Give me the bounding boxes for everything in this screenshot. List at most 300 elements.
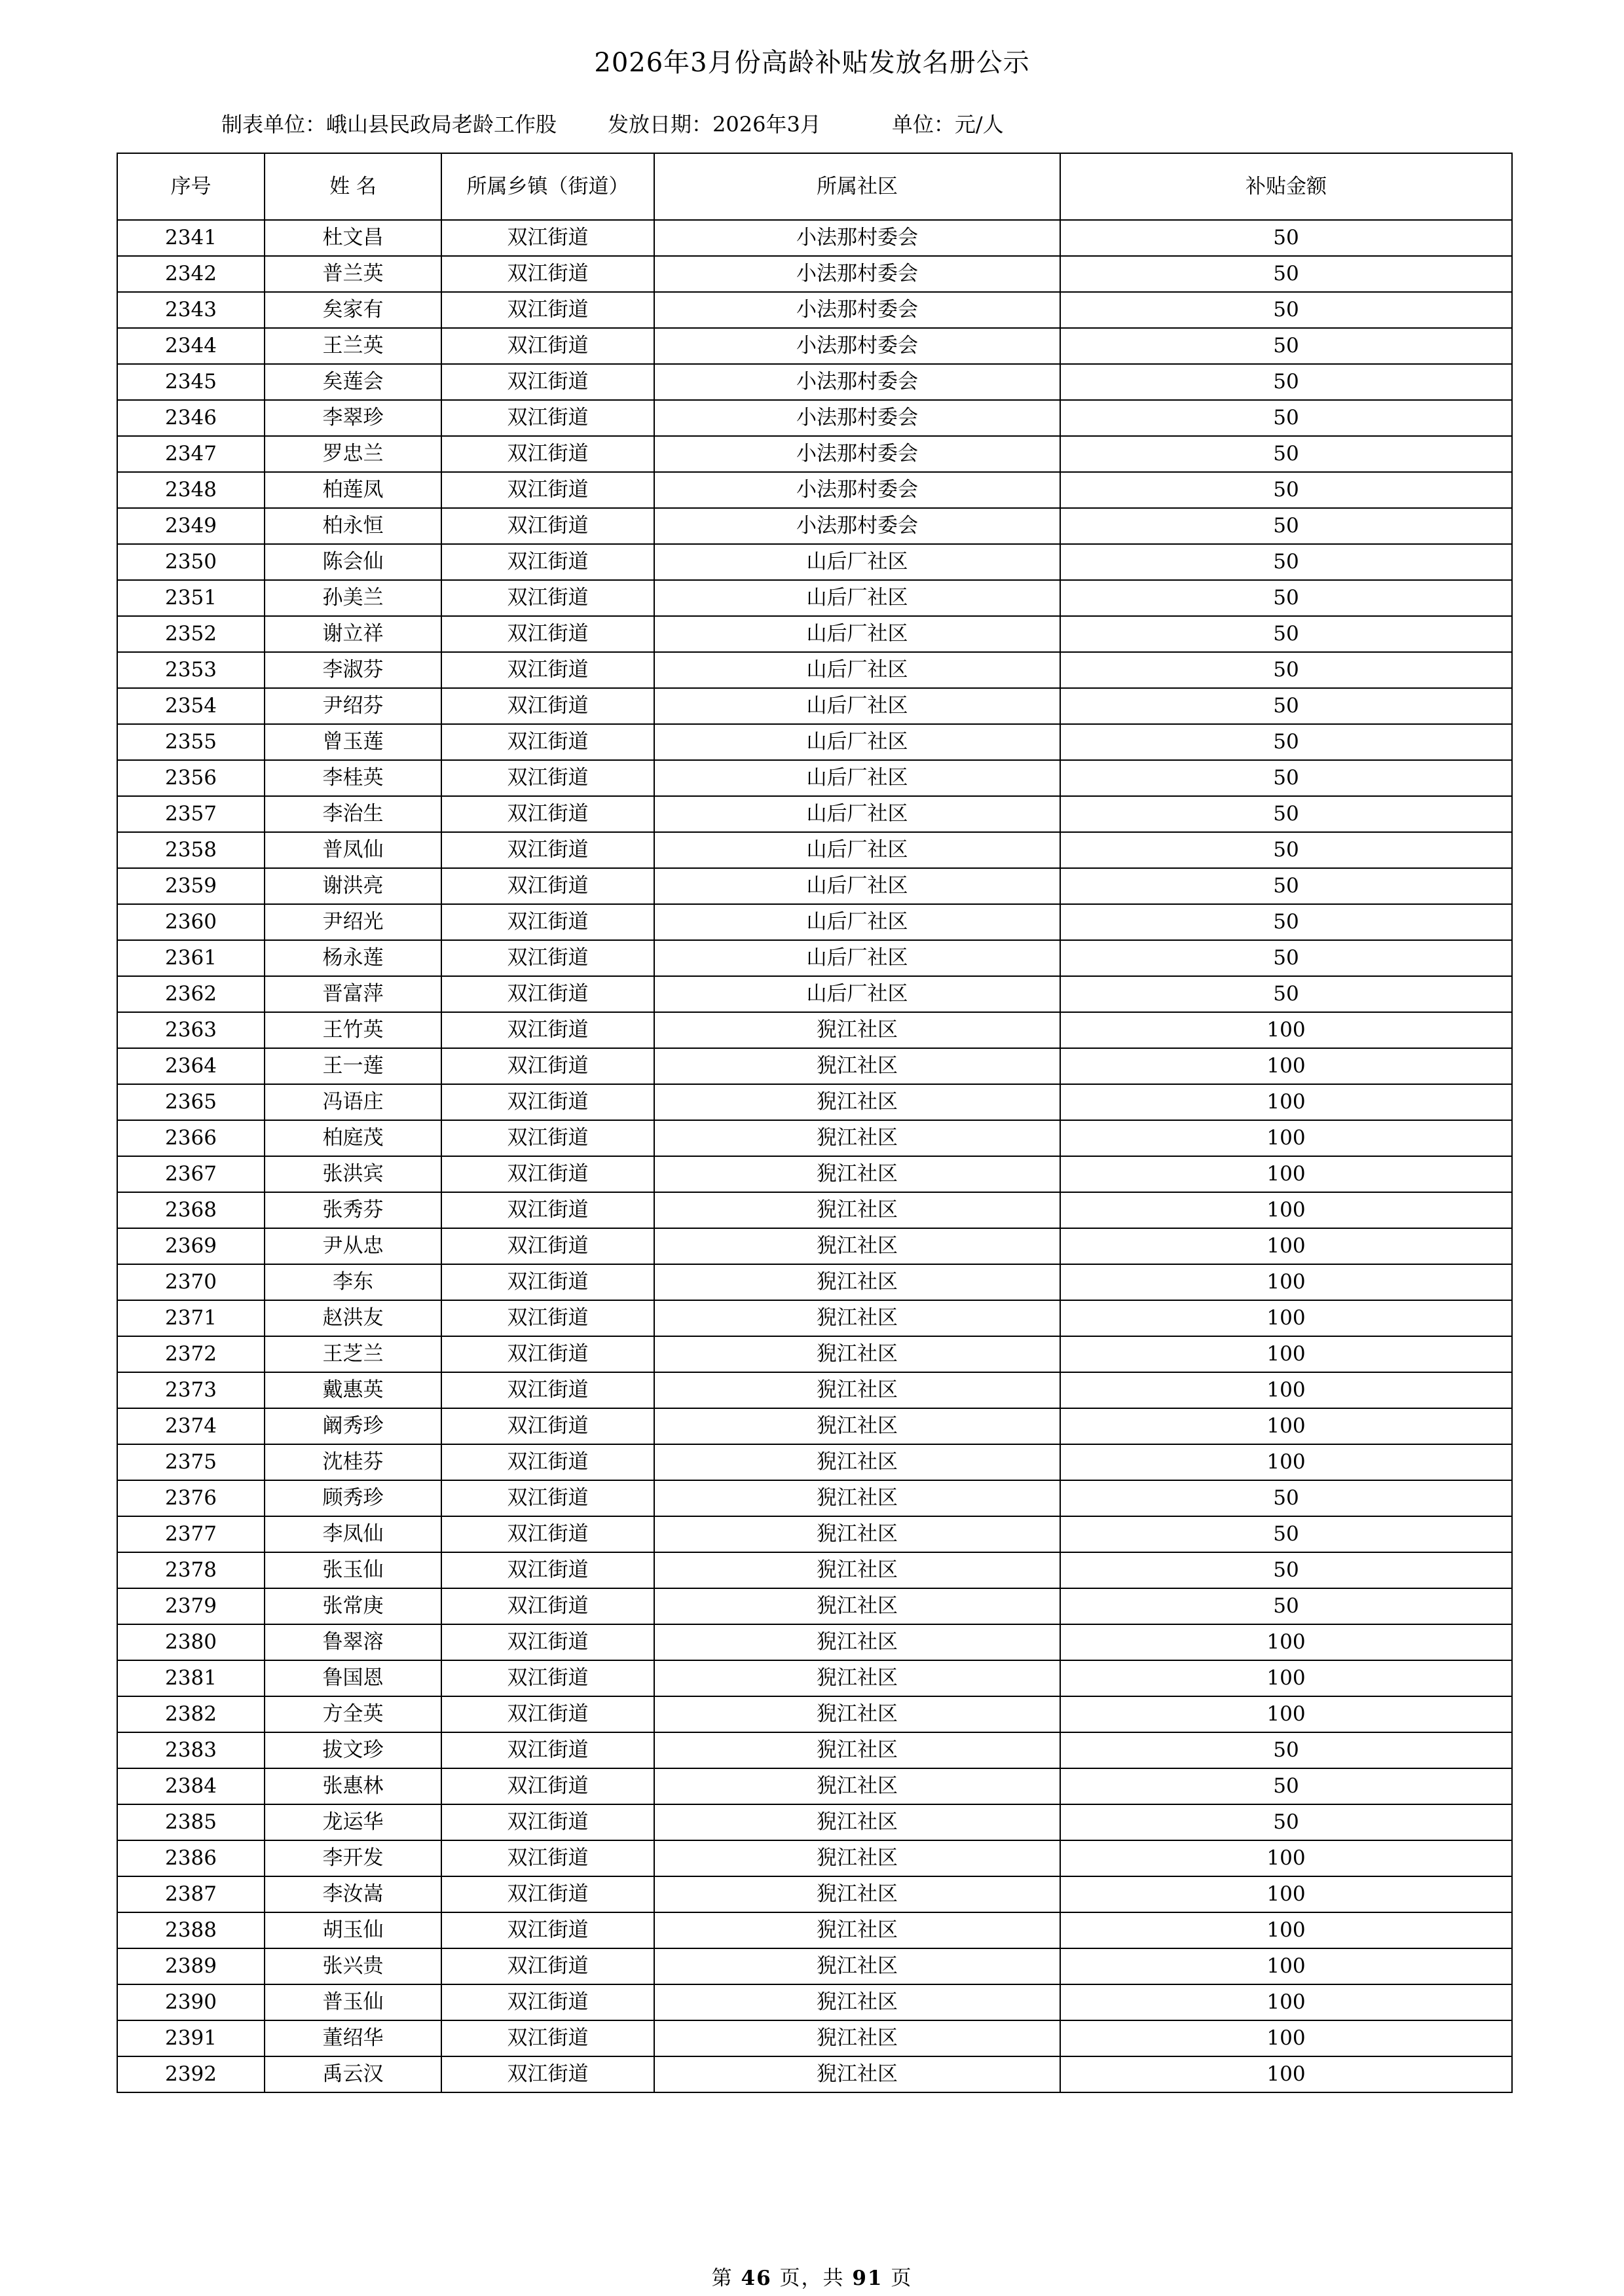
cell-name: 鲁翠溶 [265,1624,441,1660]
cell-town: 双江街道 [441,1300,654,1336]
cell-town: 双江街道 [441,1408,654,1444]
cell-community: 小法那村委会 [654,328,1060,364]
cell-name: 张洪宾 [265,1156,441,1192]
cell-name: 尹从忠 [265,1228,441,1264]
footer-middle: 页，共 [779,2267,845,2290]
table-row [117,364,1512,400]
cell-sequence: 2342 [117,256,265,292]
cell-sequence: 2382 [117,1696,265,1732]
table-row [117,832,1512,868]
cell-town: 双江街道 [441,976,654,1012]
cell-name: 李凤仙 [265,1516,441,1552]
cell-community: 山后厂社区 [654,544,1060,580]
cell-amount: 100 [1060,1300,1512,1336]
cell-amount: 50 [1060,976,1512,1012]
cell-town: 双江街道 [441,400,654,436]
column-header-community: 所属社区 [654,153,1060,220]
cell-name: 李治生 [265,796,441,832]
cell-community: 猊江社区 [654,1264,1060,1300]
cell-name: 沈桂芬 [265,1444,441,1480]
cell-name: 杨永莲 [265,940,441,976]
cell-name: 普玉仙 [265,1984,441,2020]
cell-community: 猊江社区 [654,1660,1060,1696]
page-footer [0,2261,1624,2291]
cell-sequence: 2380 [117,1624,265,1660]
table-row [117,1120,1512,1156]
cell-community: 小法那村委会 [654,256,1060,292]
cell-community: 山后厂社区 [654,868,1060,904]
cell-name: 胡玉仙 [265,1912,441,1948]
cell-amount: 100 [1060,1840,1512,1876]
cell-community: 山后厂社区 [654,652,1060,688]
cell-amount: 100 [1060,1408,1512,1444]
cell-community: 小法那村委会 [654,508,1060,544]
table-row [117,1948,1512,1984]
cell-amount: 50 [1060,724,1512,760]
column-header-amount: 补贴金额 [1060,153,1512,220]
cell-amount: 50 [1060,652,1512,688]
cell-amount: 50 [1060,868,1512,904]
cell-town: 双江街道 [441,1120,654,1156]
cell-town: 双江街道 [441,2056,654,2092]
cell-community: 猊江社区 [654,1444,1060,1480]
cell-sequence: 2362 [117,976,265,1012]
cell-name: 李东 [265,1264,441,1300]
cell-amount: 50 [1060,832,1512,868]
cell-amount: 100 [1060,1876,1512,1912]
cell-name: 尹绍光 [265,904,441,940]
cell-name: 冯语庄 [265,1084,441,1120]
cell-community: 猊江社区 [654,1480,1060,1516]
cell-town: 双江街道 [441,1156,654,1192]
cell-community: 小法那村委会 [654,400,1060,436]
cell-community: 猊江社区 [654,2056,1060,2092]
cell-sequence: 2346 [117,400,265,436]
cell-name: 矣家有 [265,292,441,328]
cell-town: 双江街道 [441,508,654,544]
cell-sequence: 2366 [117,1120,265,1156]
cell-sequence: 2370 [117,1264,265,1300]
table-row [117,904,1512,940]
cell-community: 猊江社区 [654,1912,1060,1948]
cell-amount: 100 [1060,1912,1512,1948]
cell-name: 柏永恒 [265,508,441,544]
table-row [117,652,1512,688]
table-header-row [117,153,1512,220]
cell-amount: 100 [1060,1228,1512,1264]
cell-town: 双江街道 [441,1444,654,1480]
cell-amount: 100 [1060,1012,1512,1048]
cell-amount: 100 [1060,1372,1512,1408]
table-row [117,976,1512,1012]
cell-amount: 50 [1060,328,1512,364]
cell-name: 柏庭茂 [265,1120,441,1156]
cell-town: 双江街道 [441,1912,654,1948]
table-row [117,940,1512,976]
cell-community: 猊江社区 [654,1516,1060,1552]
meta-unit: 单位：元/人 [891,112,1004,137]
cell-amount: 50 [1060,1732,1512,1768]
table-row [117,256,1512,292]
table-row [117,1408,1512,1444]
table-row [117,1696,1512,1732]
cell-town: 双江街道 [441,472,654,508]
cell-sequence: 2372 [117,1336,265,1372]
cell-amount: 100 [1060,1984,1512,2020]
table-body [117,220,1512,2092]
cell-name: 普兰英 [265,256,441,292]
table-row [117,1012,1512,1048]
cell-community: 猊江社区 [654,1012,1060,1048]
cell-sequence: 2392 [117,2056,265,2092]
cell-sequence: 2385 [117,1804,265,1840]
cell-sequence: 2359 [117,868,265,904]
cell-sequence: 2388 [117,1912,265,1948]
cell-name: 李桂英 [265,760,441,796]
table-row [117,436,1512,472]
table-row [117,400,1512,436]
cell-name: 罗忠兰 [265,436,441,472]
cell-town: 双江街道 [441,940,654,976]
cell-community: 猊江社区 [654,1768,1060,1804]
cell-town: 双江街道 [441,1948,654,1984]
cell-town: 双江街道 [441,1624,654,1660]
cell-name: 曾玉莲 [265,724,441,760]
cell-community: 山后厂社区 [654,616,1060,652]
table-row [117,1084,1512,1120]
table-row [117,580,1512,616]
cell-sequence: 2357 [117,796,265,832]
cell-community: 猊江社区 [654,1408,1060,1444]
cell-community: 山后厂社区 [654,760,1060,796]
cell-community: 猊江社区 [654,1624,1060,1660]
cell-community: 小法那村委会 [654,220,1060,256]
table-row [117,544,1512,580]
cell-name: 谢立祥 [265,616,441,652]
cell-sequence: 2381 [117,1660,265,1696]
cell-sequence: 2373 [117,1372,265,1408]
cell-community: 小法那村委会 [654,472,1060,508]
cell-sequence: 2341 [117,220,265,256]
table-row [117,2020,1512,2056]
cell-sequence: 2355 [117,724,265,760]
cell-amount: 100 [1060,1192,1512,1228]
cell-town: 双江街道 [441,1984,654,2020]
cell-name: 赵洪友 [265,1300,441,1336]
cell-community: 猊江社区 [654,1156,1060,1192]
cell-community: 小法那村委会 [654,292,1060,328]
cell-community: 山后厂社区 [654,796,1060,832]
cell-sequence: 2369 [117,1228,265,1264]
cell-amount: 50 [1060,904,1512,940]
cell-community: 猊江社区 [654,1732,1060,1768]
cell-name: 李汝嵩 [265,1876,441,1912]
cell-amount: 50 [1060,1768,1512,1804]
table-row [117,472,1512,508]
cell-town: 双江街道 [441,796,654,832]
cell-amount: 50 [1060,220,1512,256]
cell-sequence: 2358 [117,832,265,868]
cell-town: 双江街道 [441,652,654,688]
cell-amount: 50 [1060,292,1512,328]
cell-sequence: 2351 [117,580,265,616]
cell-amount: 50 [1060,616,1512,652]
table-row [117,688,1512,724]
cell-name: 王芝兰 [265,1336,441,1372]
cell-town: 双江街道 [441,1588,654,1624]
cell-community: 山后厂社区 [654,580,1060,616]
cell-amount: 50 [1060,1588,1512,1624]
cell-name: 李淑芬 [265,652,441,688]
table-row [117,1516,1512,1552]
cell-sequence: 2363 [117,1012,265,1048]
cell-amount: 50 [1060,544,1512,580]
cell-community: 山后厂社区 [654,832,1060,868]
table-row [117,292,1512,328]
cell-amount: 100 [1060,1444,1512,1480]
cell-amount: 100 [1060,1048,1512,1084]
cell-town: 双江街道 [441,1228,654,1264]
cell-name: 张常庚 [265,1588,441,1624]
cell-sequence: 2391 [117,2020,265,2056]
page-title: 2026年3月份高龄补贴发放名册公示 [594,48,1030,78]
cell-sequence: 2390 [117,1984,265,2020]
cell-name: 龙运华 [265,1804,441,1840]
cell-town: 双江街道 [441,220,654,256]
cell-amount: 50 [1060,1804,1512,1840]
cell-community: 猊江社区 [654,1984,1060,2020]
cell-amount: 50 [1060,796,1512,832]
cell-community: 猊江社区 [654,1588,1060,1624]
cell-sequence: 2344 [117,328,265,364]
table-row [117,1588,1512,1624]
table-row [117,868,1512,904]
cell-sequence: 2379 [117,1588,265,1624]
table-row [117,1624,1512,1660]
cell-sequence: 2348 [117,472,265,508]
cell-name: 柏莲凤 [265,472,441,508]
cell-name: 张惠林 [265,1768,441,1804]
table-row [117,1300,1512,1336]
cell-town: 双江街道 [441,1840,654,1876]
table-row [117,1660,1512,1696]
cell-amount: 50 [1060,940,1512,976]
cell-name: 普凤仙 [265,832,441,868]
cell-community: 山后厂社区 [654,940,1060,976]
table-row [117,1876,1512,1912]
cell-sequence: 2361 [117,940,265,976]
cell-amount: 50 [1060,580,1512,616]
cell-community: 猊江社区 [654,1336,1060,1372]
cell-town: 双江街道 [441,544,654,580]
cell-sequence: 2376 [117,1480,265,1516]
cell-sequence: 2378 [117,1552,265,1588]
cell-town: 双江街道 [441,760,654,796]
cell-town: 双江街道 [441,364,654,400]
cell-name: 张玉仙 [265,1552,441,1588]
cell-amount: 100 [1060,1624,1512,1660]
cell-community: 小法那村委会 [654,436,1060,472]
cell-name: 矣莲会 [265,364,441,400]
subsidy-roster-table [117,153,1513,2093]
cell-community: 猊江社区 [654,2020,1060,2056]
cell-name: 拔文珍 [265,1732,441,1768]
footer-page-number: 46 [741,2267,772,2290]
cell-sequence: 2352 [117,616,265,652]
cell-town: 双江街道 [441,1480,654,1516]
cell-sequence: 2343 [117,292,265,328]
meta-date: 发放日期：2026年3月 [608,112,821,137]
cell-community: 猊江社区 [654,1696,1060,1732]
cell-sequence: 2367 [117,1156,265,1192]
cell-community: 山后厂社区 [654,724,1060,760]
cell-community: 小法那村委会 [654,364,1060,400]
cell-amount: 50 [1060,760,1512,796]
table-row [117,1732,1512,1768]
cell-amount: 100 [1060,1084,1512,1120]
table-row [117,328,1512,364]
cell-community: 山后厂社区 [654,688,1060,724]
cell-name: 尹绍芬 [265,688,441,724]
document-meta [117,108,1507,138]
cell-town: 双江街道 [441,1732,654,1768]
cell-town: 双江街道 [441,1192,654,1228]
cell-sequence: 2389 [117,1948,265,1984]
table-row [117,724,1512,760]
cell-town: 双江街道 [441,688,654,724]
table-row [117,508,1512,544]
cell-sequence: 2353 [117,652,265,688]
cell-community: 猊江社区 [654,1228,1060,1264]
cell-name: 陈会仙 [265,544,441,580]
cell-community: 猊江社区 [654,1804,1060,1840]
cell-sequence: 2368 [117,1192,265,1228]
cell-town: 双江街道 [441,1264,654,1300]
cell-name: 王竹英 [265,1012,441,1048]
table-row [117,1192,1512,1228]
cell-sequence: 2375 [117,1444,265,1480]
cell-town: 双江街道 [441,580,654,616]
cell-town: 双江街道 [441,256,654,292]
footer-total-pages: 91 [852,2267,883,2290]
cell-community: 猊江社区 [654,1372,1060,1408]
column-header-sequence: 序号 [117,153,265,220]
cell-town: 双江街道 [441,1768,654,1804]
cell-town: 双江街道 [441,616,654,652]
cell-name: 禹云汉 [265,2056,441,2092]
cell-town: 双江街道 [441,724,654,760]
table-row [117,1552,1512,1588]
cell-name: 董绍华 [265,2020,441,2056]
cell-sequence: 2360 [117,904,265,940]
cell-town: 双江街道 [441,1876,654,1912]
cell-name: 张兴贵 [265,1948,441,1984]
cell-amount: 100 [1060,1948,1512,1984]
table-row [117,616,1512,652]
cell-name: 戴惠英 [265,1372,441,1408]
cell-name: 谢洪亮 [265,868,441,904]
cell-sequence: 2377 [117,1516,265,1552]
table-row [117,1228,1512,1264]
cell-town: 双江街道 [441,1660,654,1696]
cell-town: 双江街道 [441,832,654,868]
table-row [117,1264,1512,1300]
cell-amount: 100 [1060,1660,1512,1696]
column-header-name: 姓 名 [265,153,441,220]
cell-name: 王一莲 [265,1048,441,1084]
cell-sequence: 2350 [117,544,265,580]
cell-name: 晋富萍 [265,976,441,1012]
cell-name: 李翠珍 [265,400,441,436]
cell-amount: 100 [1060,1156,1512,1192]
cell-town: 双江街道 [441,1372,654,1408]
table-row [117,220,1512,256]
cell-community: 猊江社区 [654,1876,1060,1912]
cell-amount: 50 [1060,436,1512,472]
cell-amount: 100 [1060,2020,1512,2056]
cell-name: 张秀芬 [265,1192,441,1228]
table-row [117,1804,1512,1840]
cell-sequence: 2345 [117,364,265,400]
cell-amount: 50 [1060,472,1512,508]
cell-amount: 100 [1060,2056,1512,2092]
cell-sequence: 2354 [117,688,265,724]
cell-name: 李开发 [265,1840,441,1876]
table-row [117,1156,1512,1192]
cell-community: 猊江社区 [654,1120,1060,1156]
cell-amount: 100 [1060,1696,1512,1732]
column-header-town: 所属乡镇（街道） [441,153,654,220]
cell-name: 顾秀珍 [265,1480,441,1516]
cell-amount: 50 [1060,1480,1512,1516]
cell-sequence: 2387 [117,1876,265,1912]
cell-town: 双江街道 [441,1336,654,1372]
cell-community: 猊江社区 [654,1300,1060,1336]
cell-sequence: 2384 [117,1768,265,1804]
table-row [117,1372,1512,1408]
cell-town: 双江街道 [441,292,654,328]
cell-sequence: 2356 [117,760,265,796]
cell-name: 阚秀珍 [265,1408,441,1444]
cell-town: 双江街道 [441,1048,654,1084]
table-row [117,1480,1512,1516]
cell-town: 双江街道 [441,1084,654,1120]
table-row [117,1840,1512,1876]
cell-community: 山后厂社区 [654,976,1060,1012]
cell-sequence: 2364 [117,1048,265,1084]
cell-sequence: 2371 [117,1300,265,1336]
cell-town: 双江街道 [441,868,654,904]
table-row [117,1444,1512,1480]
cell-amount: 50 [1060,1516,1512,1552]
cell-community: 猊江社区 [654,1948,1060,1984]
footer-suffix: 页 [891,2267,913,2290]
table-row [117,1984,1512,2020]
cell-town: 双江街道 [441,1696,654,1732]
cell-amount: 50 [1060,1552,1512,1588]
cell-town: 双江街道 [441,1552,654,1588]
cell-name: 王兰英 [265,328,441,364]
cell-sequence: 2386 [117,1840,265,1876]
cell-amount: 100 [1060,1120,1512,1156]
table-row [117,796,1512,832]
cell-amount: 50 [1060,688,1512,724]
cell-town: 双江街道 [441,1804,654,1840]
cell-town: 双江街道 [441,1516,654,1552]
cell-amount: 50 [1060,256,1512,292]
cell-town: 双江街道 [441,328,654,364]
cell-community: 猊江社区 [654,1840,1060,1876]
